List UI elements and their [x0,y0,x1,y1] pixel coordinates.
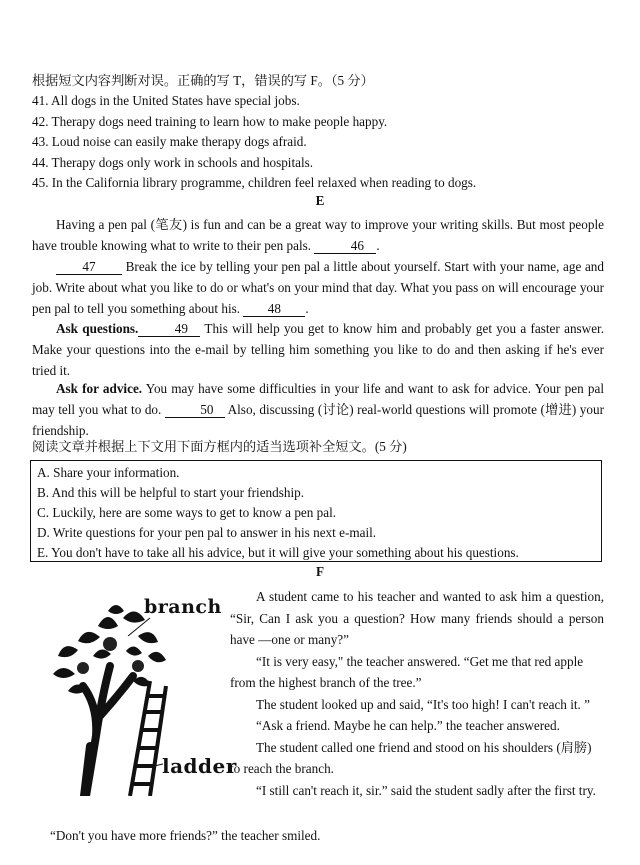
bold-heading-ask-advice: Ask for advice. [56,381,143,396]
option-e: E. You don't have to take all his advice, but it will give your something about his questions. [37,545,519,560]
story-text [230,586,604,801]
paragraph-text: Break the ice by telling your pen pal a little about yourself. Start with your name, age and job. Write about what you like to do or what's on your mind that day. What you pass on will encourage your pen pal to tell you something about his. [32,259,604,316]
option-c: C. Luckily, here are some ways to get to know a pen pal. [37,505,337,520]
tree-ladder-illustration [38,596,237,796]
tf-item-42: 42. Therapy dogs need training to learn how to make people happy. [32,114,388,129]
section-e-instruction: 阅读文章并根据上下文用下面方框内的适当选项补全短文。(5 分) [32,439,407,454]
blank-48[interactable]: 48 [243,301,305,317]
story-paragraph: “It is very easy," the teacher answered. “Get me that red apple from the highest branch of the tree.” [230,653,584,690]
story-paragraph: “Ask a friend. Maybe he can help.” the teacher answered. [256,718,560,733]
option-d: D. Write questions for your pen pal to answer in his next e-mail. [37,525,377,540]
section-e-paragraph-4: Ask for advice. You may have some difficulties in your life and want to ask for advice. Your pen pal may tell you what to do. 50 Also, discussing (讨论) real-world questions will promote (增进) your friendship. [32,381,604,438]
ladder-label: ladder [162,754,237,778]
story-paragraph: A student came to his teacher and wanted to ask him a question, “Sir, Can I ask you a question? How many friends should a person have —one or many?” [230,589,604,647]
blank-49[interactable]: 49 [138,321,200,337]
tf-item-41: 41. All dogs in the United States have special jobs. [32,93,300,108]
paragraph-text: Having a pen pal (笔友) is fun and can be a great way to improve your writing skills. But most people have trouble knowing what to write to their pen pals. [32,217,604,253]
tf-instruction: 根据短文内容判断对误。正确的写 T，错误的写 F。（5 分） [32,73,374,88]
section-f-heading: F [315,564,325,579]
section-e-paragraph-2: 47 Break the ice by telling your pen pal a little about yourself. Start with your name, age and job. Write about what you like to do or what's on your mind that day. What you pass on will encourage your pen pal to tell you something about his. 48 . [32,259,604,316]
option-b: B. And this will be helpful to start your friendship. [37,485,305,500]
story-paragraph: “I still can't reach it, sir.” said the student sadly after the first try. [256,782,596,798]
paragraph-text: You may have some difficulties in your life and want to ask for advice. Your pen pal may tell you what to do. [32,381,604,417]
branch-label: branch [144,596,222,618]
story-paragraph: The student called one friend and stood on his shoulders (肩膀) to reach the branch. [230,739,592,776]
blank-50[interactable]: 50 [165,402,225,418]
paragraph-text: This will help you get to know him and probably get you a faster answer. Make your questions into the e-mail by telling him something you like to do and then asking if he's ever tried it. [32,321,605,378]
tf-item-45: 45. In the California library programme, children feel relaxed when reading to dogs. [32,175,477,190]
section-e-paragraph-1: Having a pen pal (笔友) is fun and can be a great way to improve your writing skills. But most people have trouble knowing what to write to their pen pals. 46 . [32,217,604,253]
option-a: A. Share your information. [37,465,180,480]
tf-item-43: 43. Loud noise can easily make therapy dogs afraid. [32,134,307,149]
options-box [30,460,602,562]
story-last-line: “Don't you have more friends?” the teacher smiled. [50,828,321,843]
tf-item-44: 44. Therapy dogs only work in schools and hospitals. [32,155,314,170]
section-e-heading: E [315,193,325,208]
bold-heading-ask-questions: Ask questions. [56,321,139,336]
story-paragraph: The student looked up and said, “It's too high! I can't reach it. ” [256,696,590,712]
blank-46[interactable]: 46 [314,238,376,254]
blank-47[interactable]: 47 [56,259,122,275]
section-e-paragraph-3 [32,318,604,381]
